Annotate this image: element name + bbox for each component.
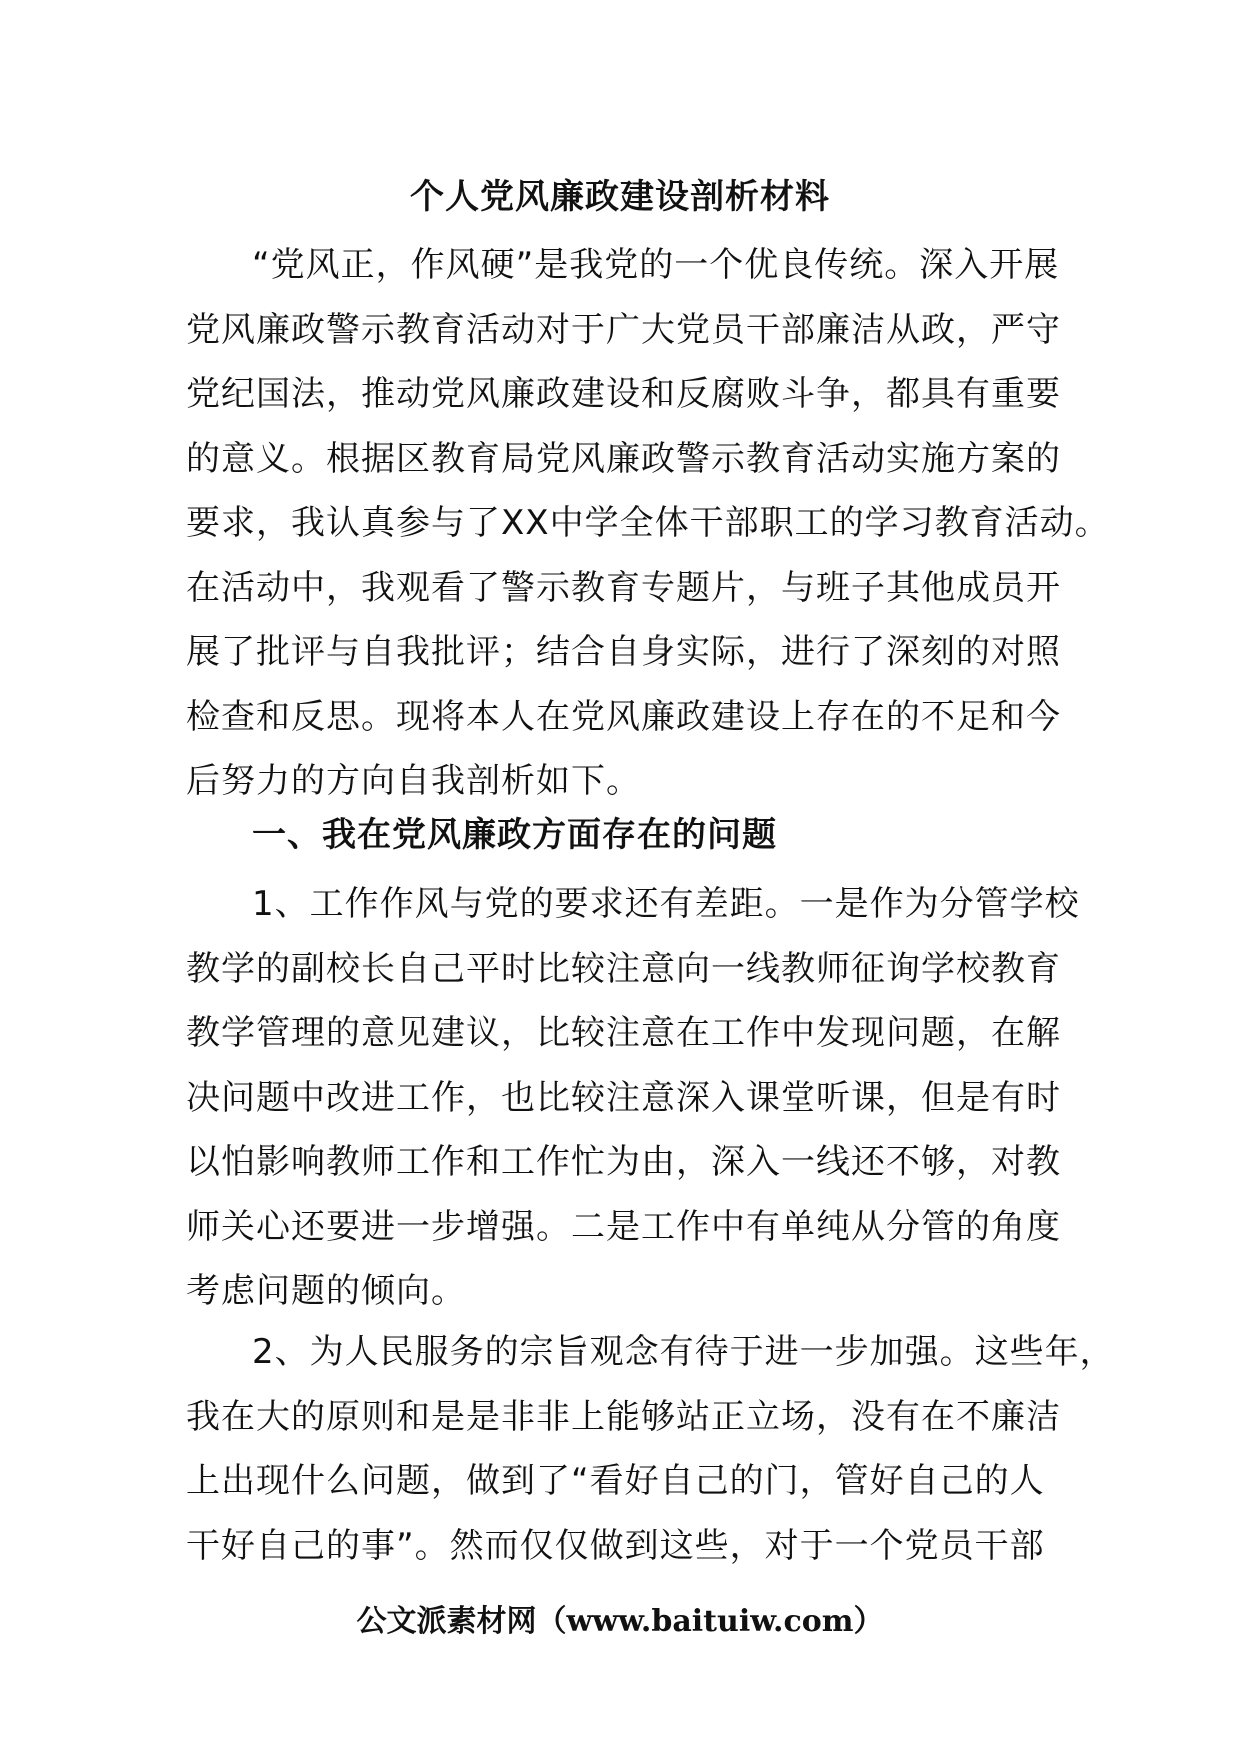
paragraph-line: 在活动中，我观看了警示教育专题片，与班子其他成员开 [186, 567, 1061, 608]
paragraph-line: 师关心还要进一步增强。二是工作中有单纯从分管的角度 [186, 1206, 1061, 1247]
paragraph-line: 2、为人民服务的宗旨观念有待于进一步加强。这些年， [252, 1332, 1115, 1372]
paragraph-line: 的意义。根据区教育局党风廉政警示教育活动实施方案的 [186, 438, 1061, 479]
paragraph-line: 检查和反思。现将本人在党风廉政建设上存在的不足和今 [186, 696, 1061, 737]
paragraph-line: 干好自己的事”。然而仅仅做到这些，对于一个党员干部 [186, 1525, 1045, 1566]
paragraph-problem-2 [186, 1320, 1115, 1578]
paragraph-line: 决问题中改进工作，也比较注意深入课堂听课，但是有时 [186, 1077, 1061, 1118]
page-footer-source: 公文派素材网（www.baituiw.com） [356, 1604, 884, 1639]
paragraph-line: 我在大的原则和是是非非上能够站正立场，没有在不廉洁 [186, 1396, 1061, 1437]
paragraph-line: 后努力的方向自我剖析如下。 [186, 761, 641, 801]
paragraph-line: 考虑问题的倾向。 [186, 1271, 466, 1311]
paragraph-intro [186, 233, 1110, 814]
paragraph-line: 要求，我认真参与了XX中学全体干部职工的学习教育活动。 [186, 503, 1110, 543]
paragraph-line: 以怕影响教师工作和工作忙为由，深入一线还不够，对教 [186, 1142, 1061, 1182]
paragraph-line: 党纪国法，推动党风廉政建设和反腐败斗争，都具有重要 [186, 374, 1061, 414]
paragraph-line: 教学的副校长自己平时比较注意向一线教师征询学校教育 [186, 948, 1061, 989]
paragraph-line: 展了批评与自我批评；结合自身实际，进行了深刻的对照 [186, 632, 1061, 672]
document-title: 个人党风廉政建设剖析材料 [410, 177, 830, 217]
paragraph-line: 教学管理的意见建议，比较注意在工作中发现问题，在解 [186, 1013, 1061, 1053]
paragraph-problem-1 [186, 872, 1080, 1324]
paragraph-line: 1、工作作风与党的要求还有差距。一是作为分管学校 [252, 884, 1080, 924]
section-heading: 一、我在党风廉政方面存在的问题 [252, 815, 777, 855]
paragraph-line: 上出现什么问题，做到了“看好自己的门，管好自己的人 [186, 1461, 1045, 1501]
paragraph-line: 党风廉政警示教育活动对于广大党员干部廉洁从政，严守 [186, 309, 1061, 350]
paragraph-line: “党风正，作风硬”是我党的一个优良传统。深入开展 [252, 245, 1060, 285]
